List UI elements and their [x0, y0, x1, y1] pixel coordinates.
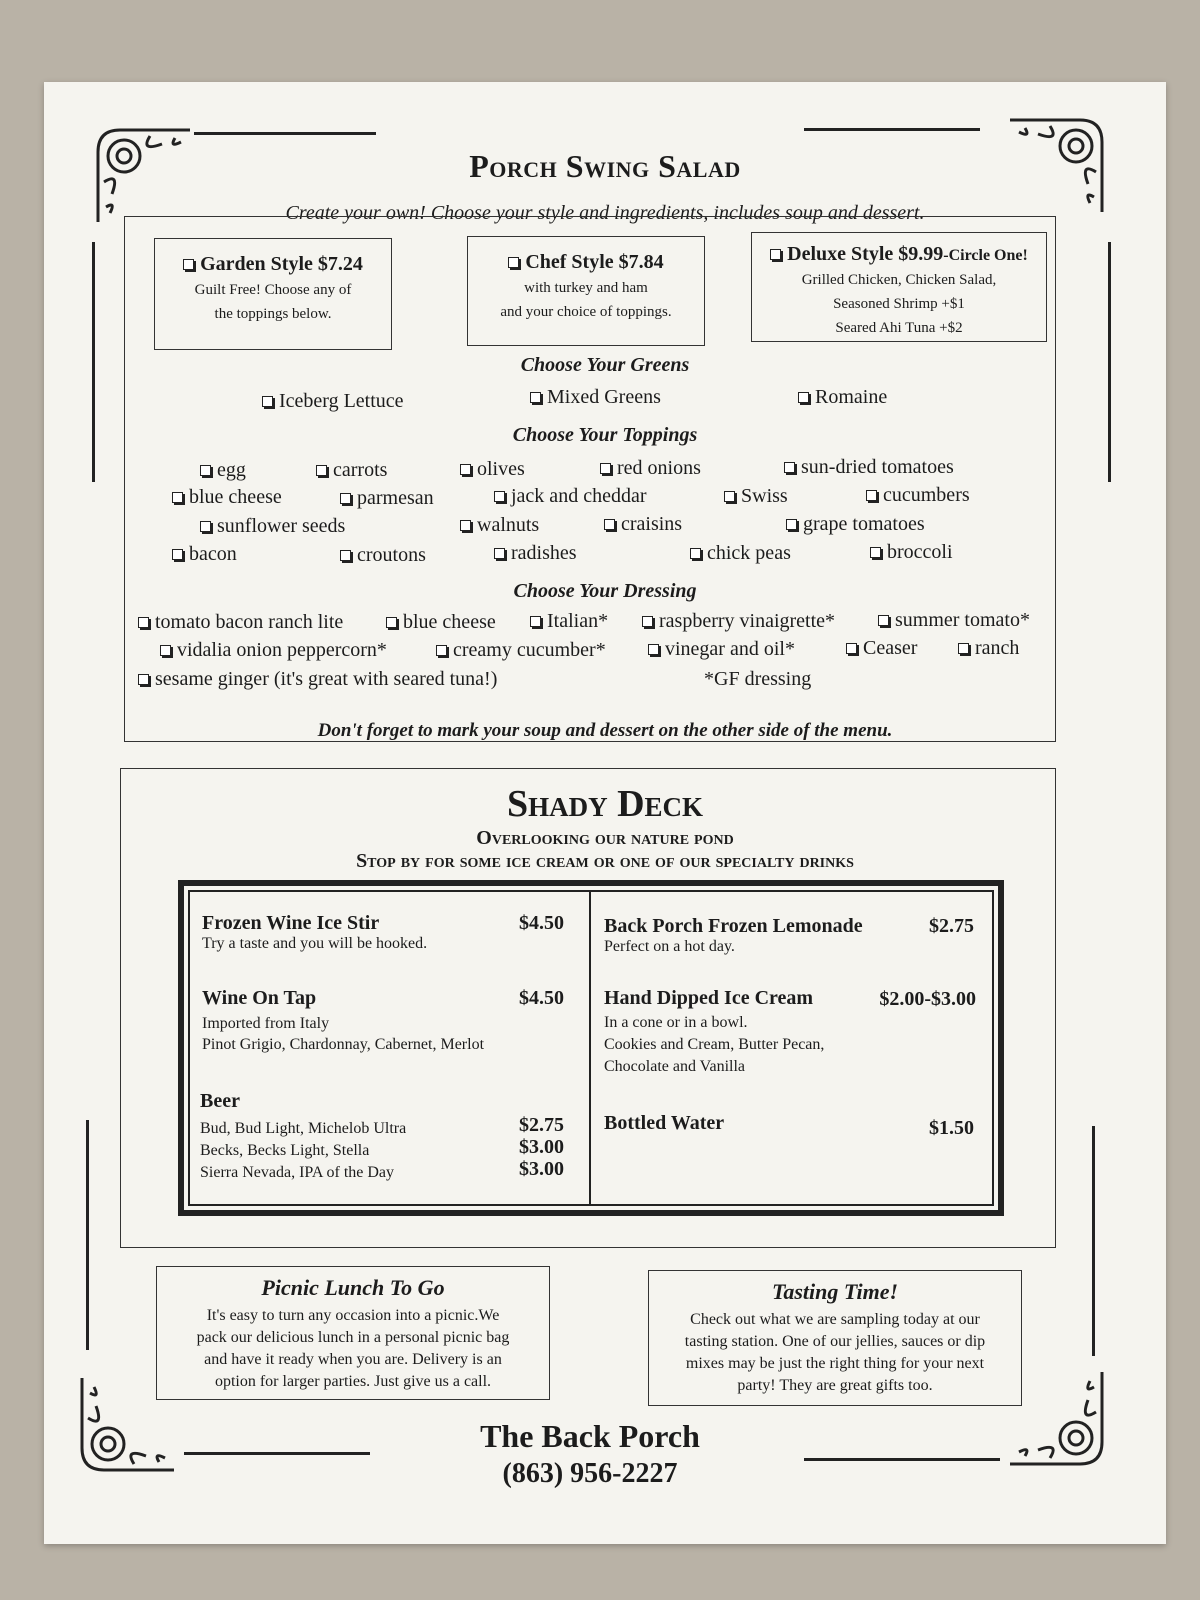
salad-title: Porch Swing Salad	[469, 148, 741, 184]
checkbox-icon[interactable]	[262, 396, 273, 407]
dressing-option[interactable]: vinegar and oil*	[648, 638, 795, 661]
topping-option[interactable]: egg	[200, 459, 246, 482]
checkbox-icon[interactable]	[724, 491, 735, 502]
checkbox-icon[interactable]	[600, 463, 611, 474]
drink-price: $2.00-$3.00	[879, 988, 976, 1010]
checkbox-icon[interactable]	[386, 617, 397, 628]
drink-desc: Imported from Italy	[202, 1015, 330, 1032]
beer-heading: Beer	[200, 1090, 240, 1112]
chef-style-desc-1: with turkey and ham	[524, 280, 648, 296]
drink-price: $4.50	[519, 912, 564, 934]
drink-desc: In a cone or in a bowl.	[604, 1014, 748, 1031]
tasting-text-3: mixes may be just the right thing for your next	[685, 1355, 985, 1372]
checkbox-icon[interactable]	[160, 645, 171, 656]
topping-option[interactable]: blue cheese	[172, 486, 282, 509]
checkbox-icon[interactable]	[786, 519, 797, 530]
deluxe-style-circle-note: -Circle One!	[943, 247, 1028, 264]
deluxe-style-box[interactable]	[751, 232, 1047, 342]
checkbox-icon[interactable]	[340, 550, 351, 561]
tasting-text-1: Check out what we are sampling today at our	[690, 1311, 980, 1328]
checkbox-icon[interactable]	[642, 616, 653, 627]
topping-option[interactable]: olives	[460, 458, 525, 481]
deluxe-style-label: Deluxe Style $9.99	[787, 243, 944, 265]
deluxe-style-desc-1: Grilled Chicken, Chicken Salad,	[801, 272, 997, 288]
checkbox-icon[interactable]	[784, 462, 795, 473]
garden-style-desc-2: the toppings below.	[214, 306, 332, 322]
picnic-lunch-box	[156, 1266, 550, 1400]
chef-style-desc-2: and your choice of toppings.	[500, 304, 672, 320]
right-rule-lower	[1092, 1126, 1095, 1356]
checkbox-icon[interactable]	[172, 549, 183, 560]
checkbox-icon[interactable]	[172, 492, 183, 503]
drink-desc: Perfect on a hot day.	[604, 938, 735, 955]
deck-title: Shady Deck	[506, 783, 704, 825]
topping-option[interactable]: walnuts	[460, 514, 539, 537]
dressing-option[interactable]: creamy cucumber*	[436, 639, 606, 662]
restaurant-name: The Back Porch	[480, 1418, 700, 1454]
picnic-text-2: pack our delicious lunch in a personal picnic bag	[196, 1329, 510, 1346]
soup-dessert-reminder: Don't forget to mark your soup and dessert on the other side of the menu.	[317, 720, 893, 741]
deck-subtitle-2: Stop by for some ice cream or one of our specialty drinks	[356, 850, 854, 872]
drinks-column-divider	[589, 890, 591, 1206]
checkbox-icon[interactable]	[508, 257, 519, 268]
topping-option[interactable]: chick peas	[690, 542, 791, 565]
checkbox-icon[interactable]	[436, 645, 447, 656]
picnic-title: Picnic Lunch To Go	[261, 1275, 445, 1300]
tasting-text-4: party! They are great gifts too.	[737, 1377, 933, 1394]
drink-name: Wine On Tap	[202, 987, 317, 1009]
topping-option[interactable]: bacon	[172, 543, 237, 566]
greens-heading: Choose Your Greens	[520, 354, 690, 376]
checkbox-icon[interactable]	[690, 548, 701, 559]
deluxe-style-desc-3: Seared Ahi Tuna +$2	[835, 320, 963, 336]
picnic-text-3: and have it ready when you are. Delivery is an	[204, 1351, 502, 1368]
drink-name: Hand Dipped Ice Cream	[604, 987, 814, 1009]
dressing-option[interactable]: Italian*	[530, 610, 608, 633]
drink-price: $2.75	[929, 915, 974, 937]
checkbox-icon[interactable]	[460, 464, 471, 475]
checkbox-icon[interactable]	[866, 490, 877, 501]
drink-desc: Chocolate and Vanilla	[604, 1058, 745, 1075]
greens-option[interactable]: Iceberg Lettuce	[262, 390, 404, 413]
dressing-option[interactable]: ranch	[958, 637, 1019, 660]
checkbox-icon[interactable]	[340, 493, 351, 504]
garden-style-desc-1: Guilt Free! Choose any of	[194, 282, 352, 298]
dressing-option[interactable]: raspberry vinaigrette*	[642, 610, 835, 633]
top-right-rule	[804, 128, 980, 131]
checkbox-icon[interactable]	[530, 616, 541, 627]
checkbox-icon[interactable]	[494, 491, 505, 502]
dressing-option[interactable]: blue cheese	[386, 611, 496, 634]
tasting-time-box	[648, 1270, 1022, 1406]
beer-row-text: Bud, Bud Light, Michelob Ultra	[200, 1120, 407, 1137]
menu-sheet	[44, 82, 1166, 1544]
topping-option[interactable]: cucumbers	[866, 484, 970, 507]
dressing-option[interactable]: tomato bacon ranch lite	[138, 611, 343, 634]
checkbox-icon[interactable]	[770, 249, 781, 260]
dressing-heading: Choose Your Dressing	[513, 580, 697, 602]
checkbox-icon[interactable]	[460, 520, 471, 531]
deck-subtitle-1: Overlooking our nature pond	[476, 827, 734, 849]
drink-desc: Cookies and Cream, Butter Pecan,	[604, 1036, 825, 1053]
salad-subtitle: Create your own! Choose your style and ingredients, includes soup and dessert.	[285, 202, 925, 224]
dressing-option[interactable]: summer tomato*	[878, 609, 1030, 632]
topping-option[interactable]: grape tomatoes	[786, 513, 925, 536]
topping-option[interactable]: sun-dried tomatoes	[784, 456, 954, 479]
topping-option[interactable]: red onions	[600, 457, 701, 480]
left-rule-lower	[86, 1120, 89, 1350]
checkbox-icon[interactable]	[494, 548, 505, 559]
beer-row-price: $2.75	[519, 1114, 564, 1136]
checkbox-icon[interactable]	[316, 465, 327, 476]
checkbox-icon[interactable]	[870, 547, 881, 558]
checkbox-icon[interactable]	[878, 615, 889, 626]
checkbox-icon[interactable]	[846, 643, 857, 654]
drink-desc: Pinot Grigio, Chardonnay, Cabernet, Merlot	[202, 1036, 485, 1053]
drink-price: $1.50	[929, 1117, 974, 1139]
checkbox-icon[interactable]	[798, 392, 809, 403]
beer-row-price: $3.00	[519, 1136, 564, 1158]
topping-option[interactable]: Swiss	[724, 485, 788, 508]
drink-name: Back Porch Frozen Lemonade	[604, 915, 863, 937]
checkbox-icon[interactable]	[138, 674, 149, 685]
drink-desc: Try a taste and you will be hooked.	[202, 935, 428, 952]
chef-style-box[interactable]	[467, 236, 705, 346]
checkbox-icon[interactable]	[958, 643, 969, 654]
greens-option[interactable]: Mixed Greens	[530, 386, 661, 409]
topping-option[interactable]: croutons	[340, 544, 426, 567]
dressing-option[interactable]: vidalia onion peppercorn*	[160, 639, 387, 662]
checkbox-icon[interactable]	[138, 617, 149, 628]
topping-option[interactable]: broccoli	[870, 541, 953, 564]
chef-style-label: Chef Style $7.84	[525, 251, 664, 273]
gf-dressing-note: *GF dressing	[704, 668, 812, 690]
toppings-heading: Choose Your Toppings	[512, 424, 698, 446]
greens-option[interactable]: Romaine	[798, 386, 887, 409]
checkbox-icon[interactable]	[200, 465, 211, 476]
topping-option[interactable]: carrots	[316, 459, 387, 482]
topping-option[interactable]: craisins	[604, 513, 682, 536]
beer-row-text: Becks, Becks Light, Stella	[200, 1142, 370, 1159]
checkbox-icon[interactable]	[200, 521, 211, 532]
beer-row-price: $3.00	[519, 1158, 564, 1180]
drink-name: Frozen Wine Ice Stir	[202, 912, 380, 934]
checkbox-icon[interactable]	[648, 644, 659, 655]
tasting-text-2: tasting station. One of our jellies, sauces or dip	[684, 1333, 986, 1350]
garden-style-label: Garden Style $7.24	[200, 253, 363, 275]
picnic-text-4: option for larger parties. Just give us a call.	[214, 1373, 492, 1390]
tasting-title: Tasting Time!	[771, 1279, 899, 1304]
top-left-rule	[194, 132, 376, 135]
topping-option[interactable]: parmesan	[340, 487, 434, 510]
garden-style-box[interactable]	[154, 238, 392, 350]
checkbox-icon[interactable]	[183, 259, 194, 270]
restaurant-phone: (863) 956-2227	[502, 1458, 678, 1489]
deluxe-style-desc-2: Seasoned Shrimp +$1	[833, 296, 965, 312]
drink-name: Bottled Water	[604, 1112, 725, 1134]
topping-option[interactable]: sunflower seeds	[200, 515, 345, 538]
dressing-option[interactable]: sesame ginger (it's great with seared tuna!)	[138, 668, 497, 691]
checkbox-icon[interactable]	[604, 519, 615, 530]
topping-option[interactable]: radishes	[494, 542, 577, 565]
dressing-option[interactable]: Ceaser	[846, 637, 917, 660]
drink-price: $4.50	[519, 987, 564, 1009]
picnic-text-1: It's easy to turn any occasion into a picnic.We	[206, 1307, 500, 1324]
beer-row-text: Sierra Nevada, IPA of the Day	[200, 1164, 395, 1181]
topping-option[interactable]: jack and cheddar	[494, 485, 646, 508]
checkbox-icon[interactable]	[530, 392, 541, 403]
